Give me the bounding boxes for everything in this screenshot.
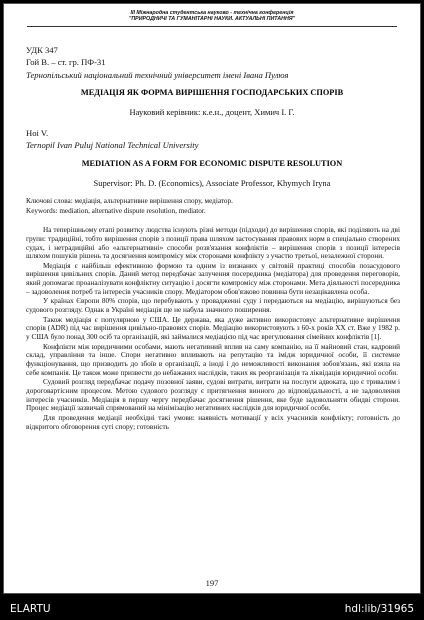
footer-repository-label: ELARTU <box>10 603 51 615</box>
author-en: Hoi V. <box>26 128 49 138</box>
footer-handle[interactable]: hdl:lib/31965 <box>344 603 414 615</box>
author-ua: Гой В. – ст. гр. ПФ-31 <box>26 57 106 67</box>
supervisor-ua: Науковий керівник: к.е.н., доцент, Химич І. Г. <box>129 107 295 117</box>
paragraph: Судовий розгляд передбачає подачу позовної заяви, судові витрати, витрати на послуги адвоката, що є тривалим і дороговартісним процесом. Метою судового розгляду є притягнення винного до відповідальності, а не задоволення інтересів учасників. Медіація в першу чергу передбачає досягнення рішення, яке буде задовольняти обидві сторони. Процес медіації зазвичай спрямований на мінімізацію негативних наслідків для юридичної особи. <box>26 378 400 413</box>
title-ua: МЕДІАЦІЯ ЯК ФОРМА ВИРІШЕННЯ ГОСПОДАРСЬКИХ СПОРІВ <box>80 88 344 97</box>
university-ua: Тернопільський національний технічний університет імені Івана Пулюя <box>26 70 289 80</box>
udc-code: УДК 347 <box>26 45 58 55</box>
keywords-ua: Ключові слова: медіація, альтернативне вирішення спору, медіатор. <box>26 197 233 205</box>
title-en: MEDIATION AS A FORM FOR ECONOMIC DISPUTE RESOLUTION <box>81 159 343 168</box>
paragraph: На теперішньому етапі розвитку людства існують різні методи (підходи) до вирішення спорів, які поділяють на дві групи: традиційні, тобто вирішення спорів з позиції права шляхом застосування правових норм в спеціально створених судах, і нетрадиційні або «альтернативні» способи розв'язання конфліктів – вирішення спорів з позиції інтересів шляхом пошуків рішень та досягнення компромісу між сторонами конфлікту з участю третьої, незалежної сторони. <box>26 226 400 261</box>
body-text <box>26 226 400 432</box>
page-number: 197 <box>205 578 219 588</box>
conference-header-line1: ІІІ Міжнародна студентська науково - технічна конференція <box>130 10 294 16</box>
supervisor-en: Supervisor: Ph. D. (Economics), Associate Professor, Khymych Iryna <box>93 178 331 188</box>
document-page <box>3 3 421 594</box>
paragraph: Медіація є найбільш ефективною формою та одним із визнаних у світовій практиці способів позасудового вирішення цивільних спорів. Даний метод передбачає залучення посередника (медіатора) для проведення переговорів, який допомагає проаналізувати конфліктну ситуацію і досягти компромісу між сторонами. Мета діяльності посередника – задоволення потреб та інтересів учасників спору. Медіатором обов'язково повинна бути незацікавлена особа. <box>26 261 400 296</box>
keywords-en: Keywords: mediation, alternative dispute resolution, mediator. <box>26 207 206 215</box>
paragraph: Для проведення медіації необхідні такі умови: наявність мотивації у всіх учасників конфлікту; готовність до відкритого обговорення суті спору; готовність <box>26 413 400 431</box>
conference-header <box>4 10 420 23</box>
paragraph: Також медіація є популярною у США. Це держава, яка дуже активно використовує альтернативне вирішення спорів (ADR) під час вирішення цивільно-правових спорів. Медіацію використовують з 60-х років XX ст. Вже у 1982 р. у США було понад 300 осіб та організацій, які займалися медіацією під час врегулювання сімейних конфліктів [1]. <box>26 315 400 342</box>
university-en: Ternopil Ivan Puluj National Technical University <box>26 140 199 150</box>
paragraph: Конфлікти між юридичними особами, мають негативний вплив на саму компанію, на її майновий стан, кадровий склад, управління та інше. Спори негативно впливають на репутацію та імідж юридичної особи, її системне функціонування, що призводить до збоїв в організації, а іноді і до неможливості виконання зобов'язань, які взяла на себе компанія. Це також може призвести до небажаних наслідків, таких як реорганізація та ліквідація юридичної особи. <box>26 342 400 377</box>
conference-header-line2: "ПРИРОДНИЧІ ТА ГУМАНІТАРНІ НАУКИ. АКТУАЛЬНІ ПИТАННЯ" <box>128 16 296 23</box>
paragraph: У країнах Європи 80% спорів, що перебувають у провадженні суду і передаються на медіацію, вирішуються без судового розгляду. Однак в Україні медіація ще не набула значного поширення. <box>26 297 400 315</box>
header-rule <box>27 26 397 27</box>
